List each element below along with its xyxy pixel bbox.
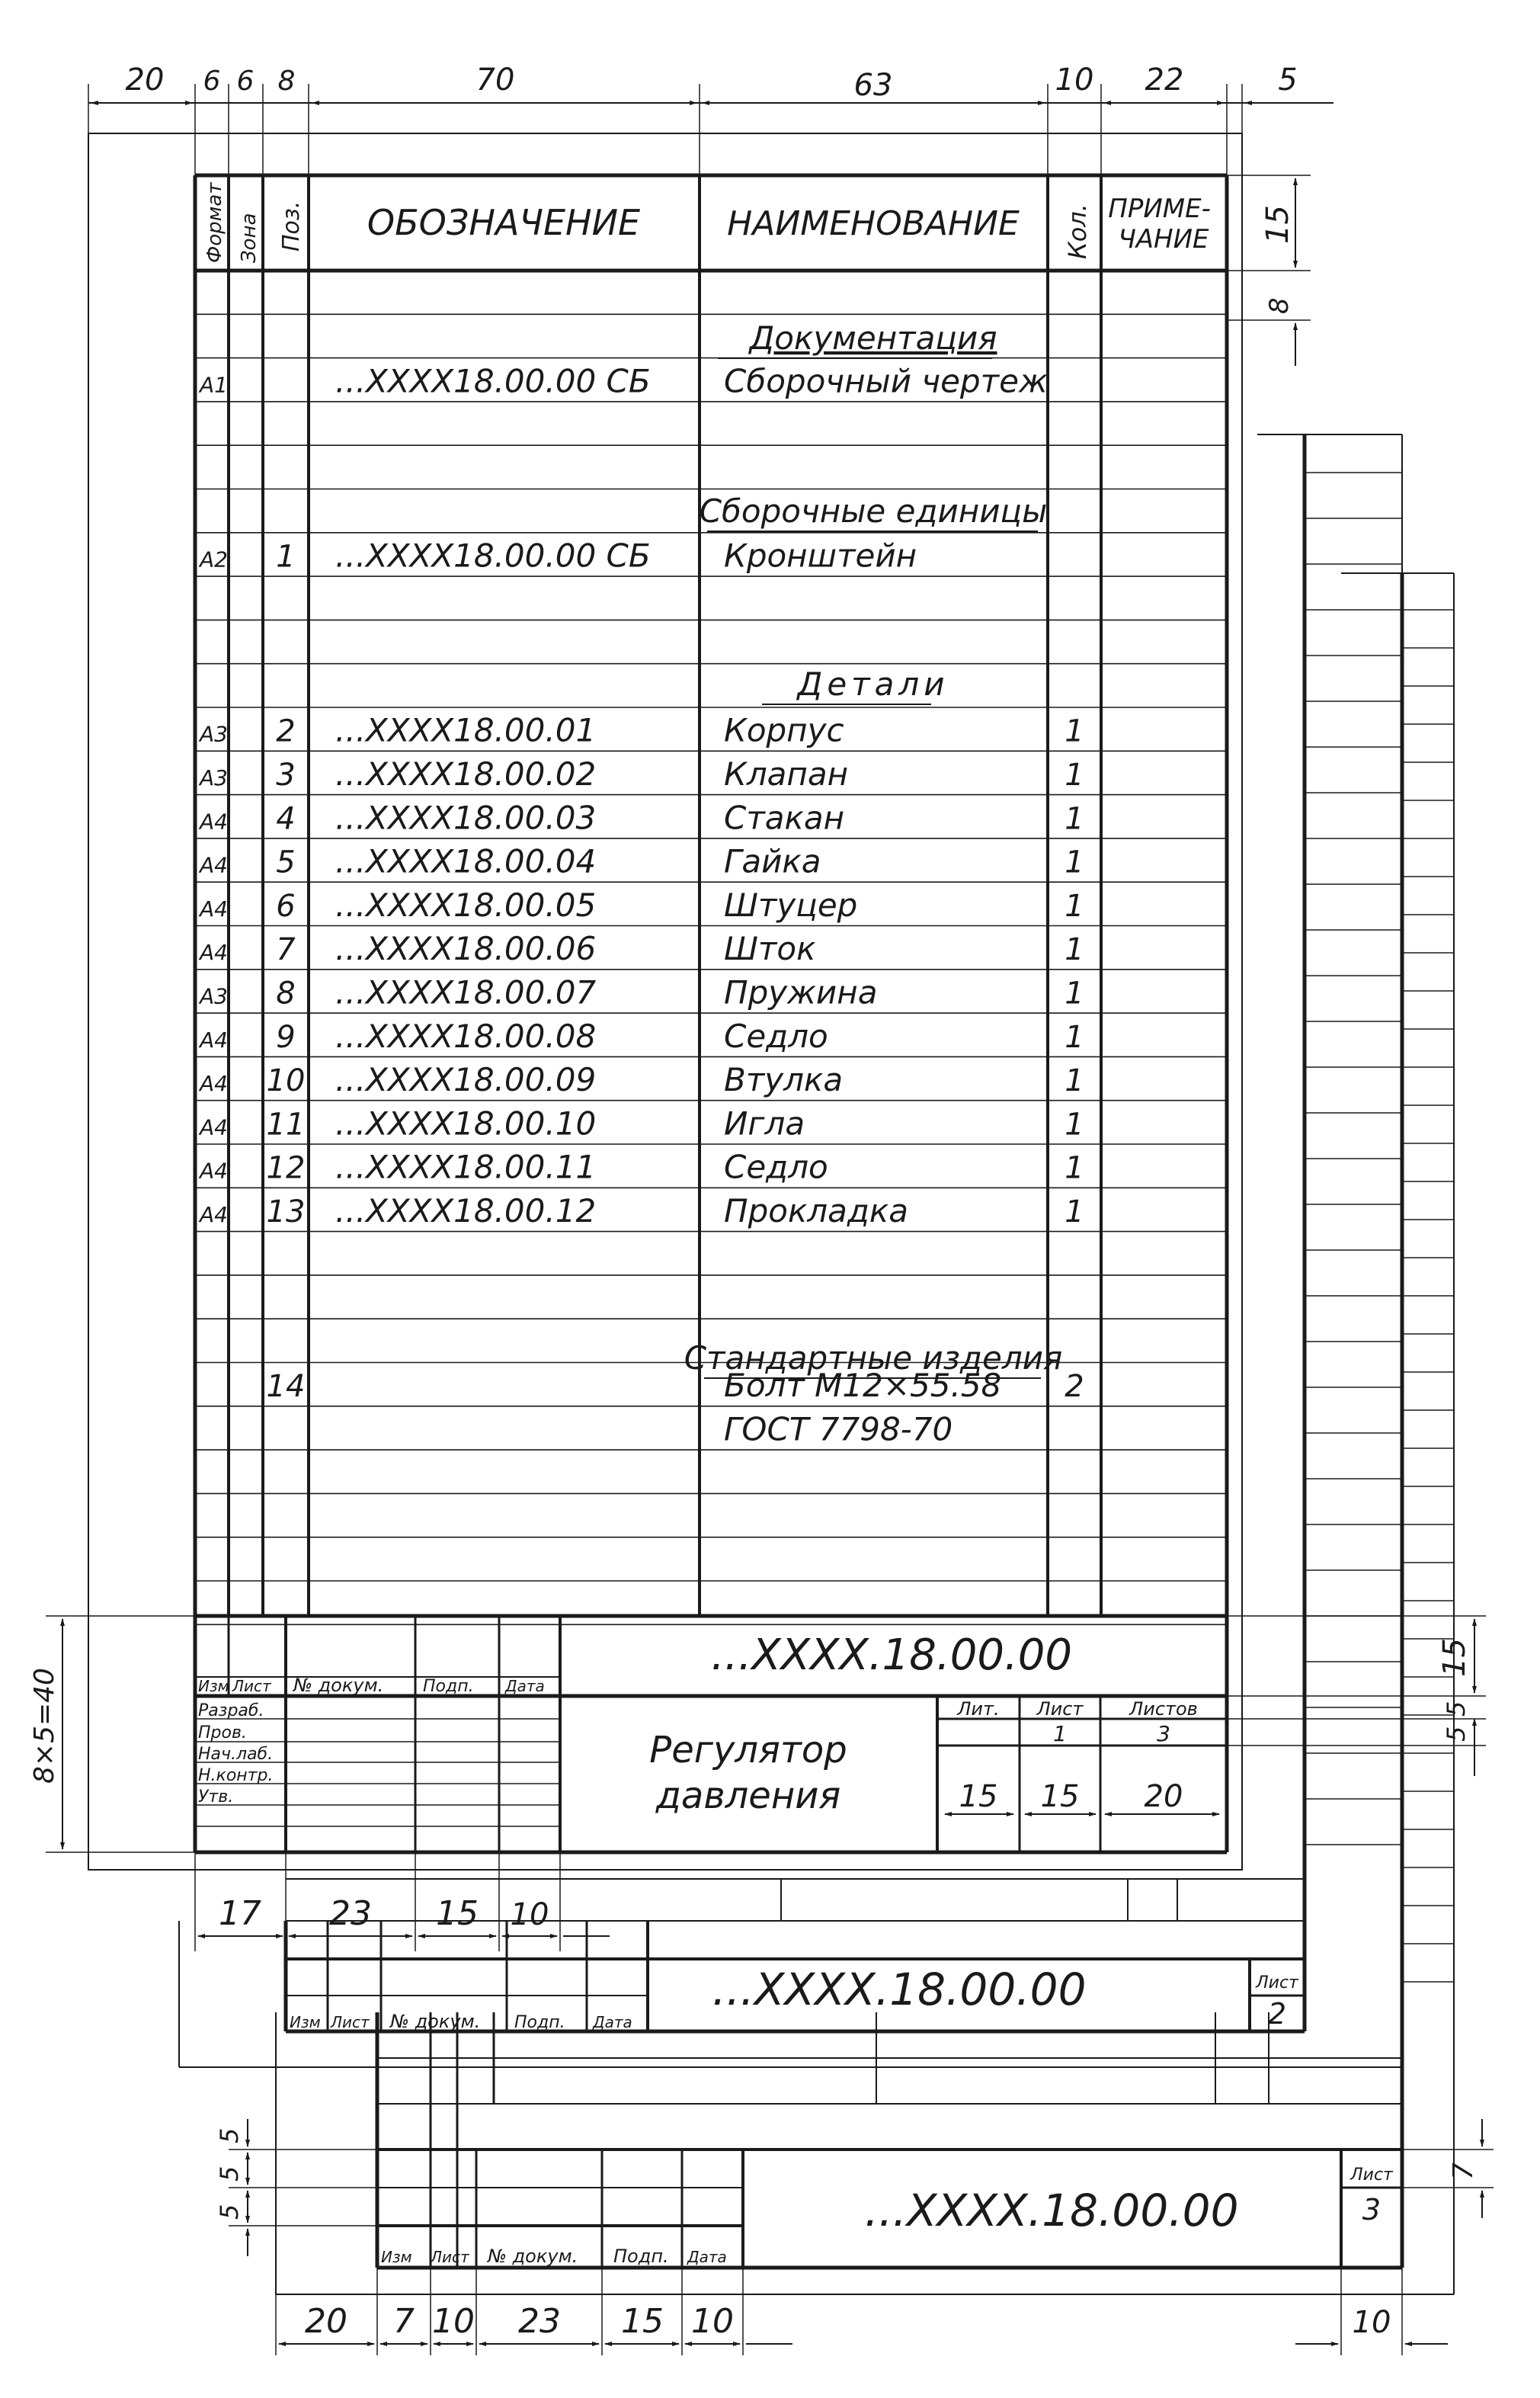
tb-nachlab: Нач.лаб. (198, 1745, 274, 1764)
row-designation: ...XXXX18.00.00 СБ (335, 537, 651, 575)
dim-tb-right-small: 5 (1442, 1701, 1471, 1717)
row-designation: ...XXXX18.00.00 СБ (335, 362, 651, 400)
header-qty: Кол. (1063, 204, 1092, 259)
tb-razrab: Разраб. (198, 1701, 264, 1720)
dim-sheet3-bottom-3: 23 (518, 2302, 561, 2341)
row-quantity: 1 (1065, 1194, 1084, 1229)
tb-col-izm: Изм (198, 1677, 229, 1695)
row-designation: ...XXXX18.00.03 (335, 799, 597, 837)
row-position: 3 (276, 757, 296, 793)
row-quantity: 1 (1065, 888, 1084, 924)
row-name: Гайка (724, 842, 821, 880)
row-designation: ...XXXX18.00.07 (335, 973, 597, 1011)
dim-tb-bottom-3: 10 (510, 1897, 549, 1932)
row-name: Штуцер (724, 886, 858, 924)
row-designation: ...XXXX18.00.05 (335, 886, 597, 924)
row-quantity: 1 (1065, 932, 1084, 968)
header-note (1108, 194, 1218, 255)
dim-tb-right-top: 15 (1437, 1638, 1472, 1677)
dim-right-header: 15 (1260, 205, 1295, 244)
row-name: Игла (724, 1104, 805, 1143)
row-format: А4 (200, 940, 228, 966)
titleblock-title-line2: давления (655, 1774, 841, 1817)
row-name: Прокладка (724, 1191, 909, 1229)
tb-utv: Утв. (198, 1787, 234, 1807)
row-position: 6 (276, 888, 296, 924)
row-designation: ...XXXX18.00.02 (335, 755, 597, 793)
row-format: А4 (200, 1071, 228, 1097)
row-designation: ...XXXX18.00.04 (335, 842, 597, 880)
row-format: А4 (200, 809, 228, 835)
row-position: 8 (276, 976, 296, 1011)
sheet2-sheet-label: Лист (1256, 1973, 1298, 1992)
tb-listov-value: 3 (1157, 1721, 1170, 1746)
header-designation: ОБОЗНАЧЕНИЕ (367, 202, 641, 243)
titleblock-title-line1: Регулятор (649, 1729, 847, 1771)
row-designation: ...XXXX18.00.11 (335, 1148, 597, 1186)
title-block (195, 1616, 1227, 1852)
tb-listov-label: Листов (1129, 1698, 1198, 1720)
row-position: 10 (266, 1063, 306, 1099)
tb-col-doc: № докум. (293, 1675, 384, 1696)
sheet2-sign: Подп. (514, 2013, 565, 2032)
row-format: А4 (200, 896, 228, 922)
row-quantity: 1 (1065, 976, 1084, 1011)
row-format: А4 (200, 1027, 228, 1053)
dim-top-5: 63 (853, 68, 893, 103)
row-designation: ...XXXX18.00.09 (335, 1061, 597, 1099)
dim-sheet3-left3: 5 (215, 2204, 244, 2220)
sheet3-sheet-number: 3 (1362, 2193, 1382, 2226)
row-quantity: 2 (1065, 1369, 1084, 1405)
row-format: А2 (200, 547, 228, 572)
tb-nkontr: Н.контр. (198, 1766, 274, 1785)
row-name: Шток (724, 930, 816, 968)
dim-top-0: 20 (125, 63, 165, 98)
row-format: А4 (200, 1201, 228, 1227)
tb-prov: Пров. (198, 1723, 247, 1742)
sheet2-doc: № докум. (390, 2011, 481, 2032)
sheet3-sheet-label: Лист (1350, 2166, 1393, 2185)
header-format: Формат (203, 182, 226, 263)
sheet2-code: ...XXXX.18.00.00 (712, 1964, 1087, 2015)
row-designation: ...XXXX18.00.10 (335, 1104, 597, 1143)
header-pos: Поз. (278, 200, 305, 252)
row-quantity: 1 (1065, 1150, 1084, 1186)
sheet3-date: Дата (687, 2248, 727, 2266)
row-designation: ...XXXX18.00.12 (335, 1191, 597, 1229)
dim-top-4: 70 (475, 63, 515, 98)
row-format: А3 (200, 721, 228, 747)
dim-sheet3-bottom-4: 15 (621, 2302, 664, 2341)
row-position: 2 (276, 713, 296, 749)
row-name: Пружина (724, 973, 878, 1011)
row-quantity: 1 (1065, 1063, 1084, 1099)
row-position: 14 (266, 1369, 306, 1405)
row-name: Стакан (724, 799, 845, 837)
tb-width-listov: 20 (1144, 1779, 1183, 1814)
row-position: 4 (276, 801, 296, 837)
spec-header (203, 182, 1219, 263)
dim-top-3: 8 (277, 66, 296, 97)
dim-top-1: 6 (203, 66, 221, 97)
dim-top-2: 6 (236, 66, 255, 97)
row-name: Болт М12×55.58 (724, 1367, 1002, 1405)
row-format: А3 (200, 983, 228, 1009)
row-format: А4 (200, 1158, 228, 1184)
sheet3-list: Лист (431, 2248, 469, 2266)
row-position: 5 (276, 845, 296, 880)
row-name: Седло (724, 1148, 828, 1186)
row-name: Втулка (724, 1061, 844, 1099)
tb-list-label: Лист (1036, 1698, 1084, 1720)
row-designation: ...XXXX18.00.01 (335, 711, 597, 749)
sheet2-list: Лист (331, 2013, 370, 2031)
sheet3-doc: № докум. (488, 2246, 578, 2267)
dim-sheet3-left: 5 (215, 2127, 244, 2143)
dim-tb-bottom-1: 23 (329, 1894, 372, 1933)
row-position: 12 (266, 1150, 306, 1186)
dim-sheet3-bottom-2: 10 (432, 2302, 475, 2341)
sheet2-sheet-number: 2 (1267, 1997, 1287, 2031)
dim-right-row: 8 (1264, 297, 1295, 314)
row-format: А4 (200, 1114, 228, 1140)
tb-width-lit: 15 (959, 1779, 998, 1814)
row-position: 11 (266, 1107, 306, 1143)
section-assemblies: Сборочные единицы (699, 492, 1048, 530)
row-quantity: 1 (1065, 1107, 1084, 1143)
row-name: Клапан (724, 755, 849, 793)
tb-width-list: 15 (1040, 1779, 1080, 1814)
section-standard: Стандартные изделия (684, 1339, 1063, 1377)
row-quantity: 1 (1065, 801, 1084, 837)
row-quantity: 1 (1065, 1019, 1084, 1055)
dim-sheet3-bottom-5: 10 (691, 2302, 734, 2341)
sheet3-sign: Подп. (613, 2246, 669, 2267)
dim-sheet3-bottom-1: 7 (393, 2302, 415, 2341)
row-position: 1 (276, 539, 296, 575)
row-format: А4 (200, 852, 228, 878)
row-name: Кронштейн (724, 537, 917, 575)
sheet-2-stamp (290, 1964, 1299, 2032)
row-quantity: 1 (1065, 845, 1084, 880)
sheet-3-stamp (381, 2166, 1394, 2267)
row-name: Седло (724, 1017, 828, 1055)
row-quantity: 1 (1065, 713, 1084, 749)
row-position: 13 (266, 1194, 306, 1229)
sheet2-date: Дата (593, 2013, 632, 2031)
section-documentation: Документация (749, 319, 997, 357)
tb-lit-label: Лит. (957, 1698, 1000, 1720)
row-format: А3 (200, 765, 228, 790)
row-designation: ...XXXX18.00.08 (335, 1017, 597, 1055)
dim-sheet3-bottom-0: 20 (305, 2302, 347, 2341)
dim-sheet3-left2: 5 (215, 2166, 244, 2182)
dim-left-titleblock: 8×5=40 (29, 1668, 60, 1784)
sheet-2-frame (179, 434, 1402, 2067)
dim-top-7: 22 (1145, 63, 1184, 98)
header-zone: Зона (238, 213, 261, 263)
dim-sheet3-bottom-right: 10 (1352, 2305, 1391, 2340)
titleblock-code: ...XXXX.18.00.00 (710, 1630, 1073, 1680)
row-quantity: 1 (1065, 757, 1084, 793)
sheet3-izm: Изм (381, 2248, 412, 2266)
sheet3-code: ...XXXX.18.00.00 (864, 2185, 1239, 2236)
section-parts: Детали (797, 665, 949, 703)
header-name: НАИМЕНОВАНИЕ (727, 204, 1020, 243)
header-note-line2: ЧАНИЕ (1118, 224, 1209, 255)
row-name: Сборочный чертеж (724, 362, 1048, 400)
row-position: 9 (276, 1019, 296, 1055)
dim-sheet3-right: 7 (1448, 2162, 1479, 2180)
tb-col-date: Дата (505, 1677, 545, 1695)
sheet2-izm: Изм (290, 2013, 321, 2031)
dim-tb-right-small2: 5 (1442, 1726, 1471, 1742)
tb-col-list: Лист (232, 1677, 271, 1695)
row-name: Корпус (724, 711, 844, 749)
dim-top-6: 10 (1055, 63, 1094, 98)
row-designation: ...XXXX18.00.06 (335, 930, 597, 968)
row-format: А1 (200, 372, 228, 398)
row-position: 7 (276, 932, 296, 968)
tb-list-value: 1 (1053, 1721, 1067, 1746)
dim-tb-bottom-2: 15 (436, 1894, 479, 1933)
header-note-line1: ПРИМЕ- (1108, 194, 1211, 224)
dim-tb-bottom-0: 17 (219, 1894, 261, 1933)
tb-col-sign: Подп. (423, 1677, 474, 1696)
row-name: ГОСТ 7798-70 (724, 1410, 953, 1448)
dim-top-8: 5 (1278, 63, 1298, 98)
